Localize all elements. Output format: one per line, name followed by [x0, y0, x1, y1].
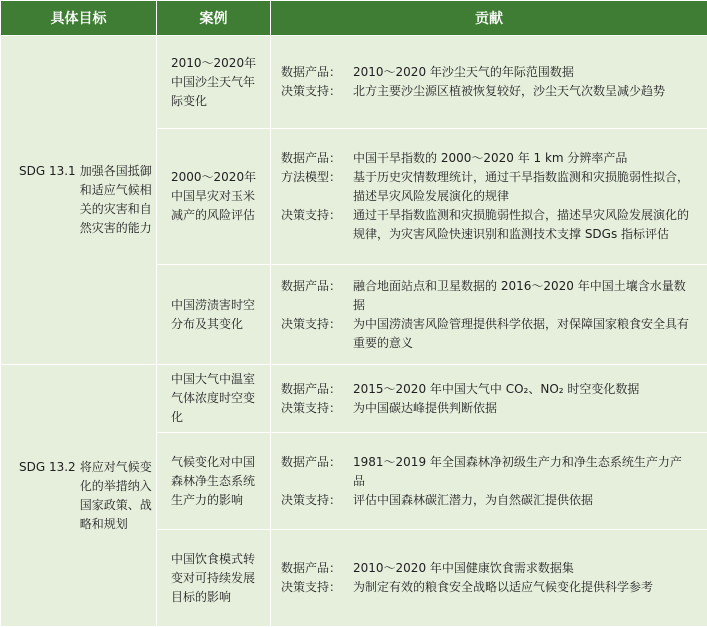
contribution-item [281, 277, 693, 315]
contribution-label: 数据产品： [281, 278, 342, 293]
contribution-label: 决策支持： [281, 84, 342, 98]
contribution-item [281, 168, 693, 206]
header-contribution: 贡献 [271, 1, 707, 36]
contribution-text: 1981～2019 年全国森林净初级生产力和净生态系统生产力产品 [353, 454, 682, 488]
contribution-item [281, 491, 693, 510]
contribution-label: 决策支持： [281, 208, 342, 222]
contribution-label: 数据产品： [281, 454, 342, 469]
contribution-cell [271, 36, 707, 129]
contribution-item [281, 453, 693, 491]
contribution-item [281, 380, 693, 399]
contribution-label: 决策支持： [281, 492, 342, 507]
contribution-cell [271, 265, 707, 365]
contribution-text: 为中国涝渍害风险管理提供科学依据，对保障国家粮食安全具有重要的意义 [353, 316, 690, 350]
case-cell: 2000～2020年中国旱灾对玉米减产的风险评估 [157, 129, 271, 265]
contribution-text: 2010～2020 年沙尘天气的年际范围数据 [353, 65, 574, 79]
contribution-label: 数据产品： [281, 381, 342, 396]
contribution-text: 2010～2020 年中国健康饮食需求数据集 [353, 561, 574, 575]
case-cell: 2010～2020年中国沙尘天气年际变化 [157, 36, 271, 129]
contribution-label: 数据产品： [281, 561, 342, 575]
header-case: 案例 [157, 1, 271, 36]
goal-text: 加强各国抵御和适应气候相关的灾害和自然灾害的能力 [79, 164, 152, 235]
contribution-label: 方法模型： [281, 170, 342, 184]
contribution-item [281, 315, 693, 353]
contribution-item [281, 578, 693, 597]
contribution-item [281, 82, 693, 101]
contribution-cell [271, 129, 707, 265]
contribution-label: 数据产品： [281, 151, 342, 165]
contribution-label: 决策支持： [281, 316, 342, 331]
contribution-text: 为中国碳达峰提供判断依据 [353, 400, 498, 415]
contribution-label: 数据产品： [281, 65, 342, 79]
table-row [1, 36, 707, 129]
contribution-text: 通过干旱指数监测和灾损脆弱性拟合，描述旱灾风险发展演化的规律，为灾害风险快速识别和监测技术支撑 SDGs 指标评估 [353, 208, 690, 241]
contribution-cell [271, 365, 707, 433]
contribution-text: 基于历史灾情数理统计，通过干旱指数监测和灾损脆弱性拟合，描述旱灾风险发展演化的规律 [353, 170, 690, 203]
contribution-text: 北方主要沙尘源区植被恢复较好，沙尘天气次数呈减少趋势 [353, 84, 666, 98]
table-row [1, 365, 707, 433]
contribution-text: 中国干旱指数的 2000～2020 年 1 km 分辨率产品 [353, 151, 628, 165]
case-cell: 中国涝渍害时空分布及其变化 [157, 265, 271, 365]
contribution-item [281, 63, 693, 82]
goal-cell-13-2 [1, 365, 157, 627]
goal-code: SDG 13.2 [19, 459, 76, 474]
goal-text: 将应对气候变化的举措纳入国家政策、战略和规划 [79, 459, 152, 531]
header-goal: 具体目标 [1, 1, 157, 36]
goal-cell-13-1 [1, 36, 157, 365]
contribution-cell [271, 433, 707, 530]
case-cell: 中国饮食模式转变对可持续发展目标的影响 [157, 530, 271, 627]
contribution-text: 为制定有效的粮食安全战略以适应气候变化提供科学参考 [353, 580, 654, 594]
contribution-label: 决策支持： [281, 580, 342, 594]
contribution-text: 融合地面站点和卫星数据的 2016～2020 年中国土壤含水量数据 [353, 278, 686, 312]
contribution-item [281, 559, 693, 578]
contribution-label: 决策支持： [281, 400, 342, 415]
contribution-item [281, 399, 693, 418]
goal-code: SDG 13.1 [19, 164, 76, 178]
contribution-text: 2015～2020 年中国大气中 CO₂、NO₂ 时空变化数据 [353, 381, 640, 396]
contribution-item [281, 149, 693, 168]
contribution-text: 评估中国森林碳汇潜力，为自然碳汇提供依据 [353, 492, 594, 507]
case-cell: 气候变化对中国森林净生态系统生产力的影响 [157, 433, 271, 530]
case-cell: 中国大气中温室气体浓度时空变化 [157, 365, 271, 433]
header-row [1, 1, 707, 36]
contribution-cell [271, 530, 707, 627]
contribution-item [281, 206, 693, 244]
